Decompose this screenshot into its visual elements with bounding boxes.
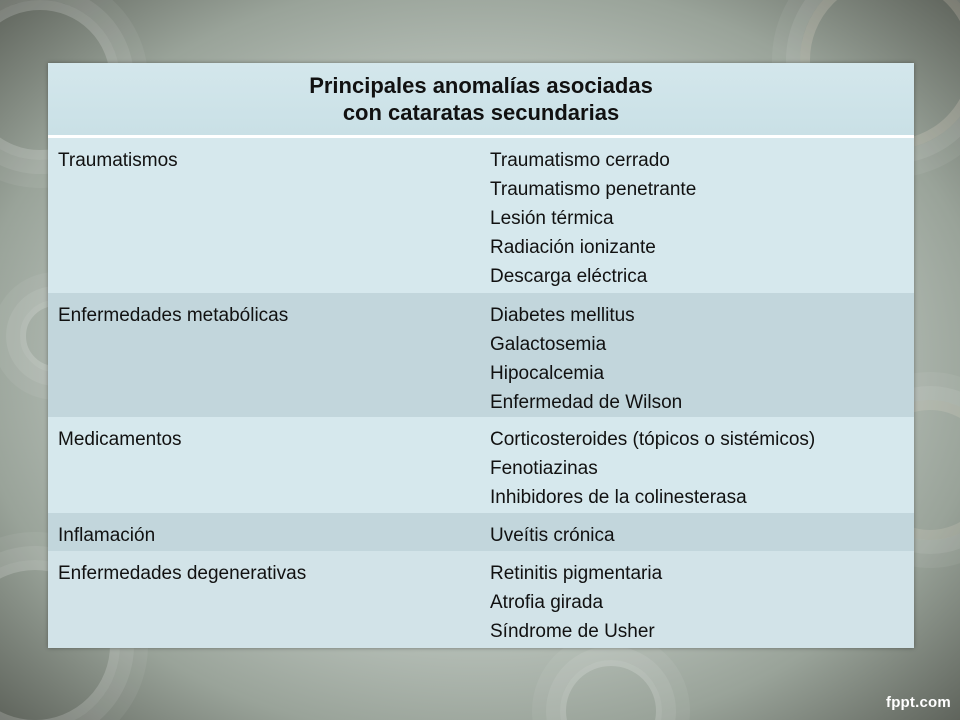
row-category: Enfermedades degenerativas (58, 563, 307, 584)
row-category: Traumatismos (58, 150, 178, 171)
list-item: Enfermedad de Wilson (490, 392, 683, 413)
list-item: Diabetes mellitus (490, 305, 635, 326)
list-item: Uveítis crónica (490, 525, 615, 546)
row-category: Medicamentos (58, 429, 182, 450)
row-category: Enfermedades metabólicas (58, 305, 289, 326)
decorative-circle (560, 660, 662, 720)
list-item: Síndrome de Usher (490, 621, 655, 642)
list-item: Lesión térmica (490, 208, 614, 229)
list-item: Inhibidores de la colinesterasa (490, 487, 747, 508)
table-row (48, 417, 914, 513)
row-items (490, 417, 815, 513)
list-item: Radiación ionizante (490, 237, 656, 258)
row-items (490, 551, 662, 648)
table-row (48, 551, 914, 648)
list-item: Retinitis pigmentaria (490, 563, 663, 584)
table-title-line-2: con cataratas secundarias (342, 100, 620, 125)
row-category: Inflamación (58, 525, 156, 546)
table-row (48, 138, 914, 293)
table-title-line-1: Principales anomalías asociadas (309, 73, 653, 98)
list-item: Descarga eléctrica (490, 266, 648, 287)
watermark-logo: fppt.com (886, 694, 951, 711)
table-header (48, 63, 914, 138)
table-row (48, 513, 914, 551)
list-item: Fenotiazinas (490, 458, 598, 479)
list-item: Traumatismo penetrante (490, 179, 697, 200)
list-item: Traumatismo cerrado (490, 150, 670, 171)
list-item: Galactosemia (490, 334, 607, 355)
list-item: Corticosteroides (tópicos o sistémicos) (490, 429, 816, 450)
anomalies-table (48, 63, 914, 648)
list-item: Hipocalcemia (490, 363, 605, 384)
row-items (490, 293, 682, 417)
row-items (490, 138, 696, 293)
table-row (48, 293, 914, 417)
list-item: Atrofia girada (490, 592, 604, 613)
row-items (490, 513, 615, 551)
